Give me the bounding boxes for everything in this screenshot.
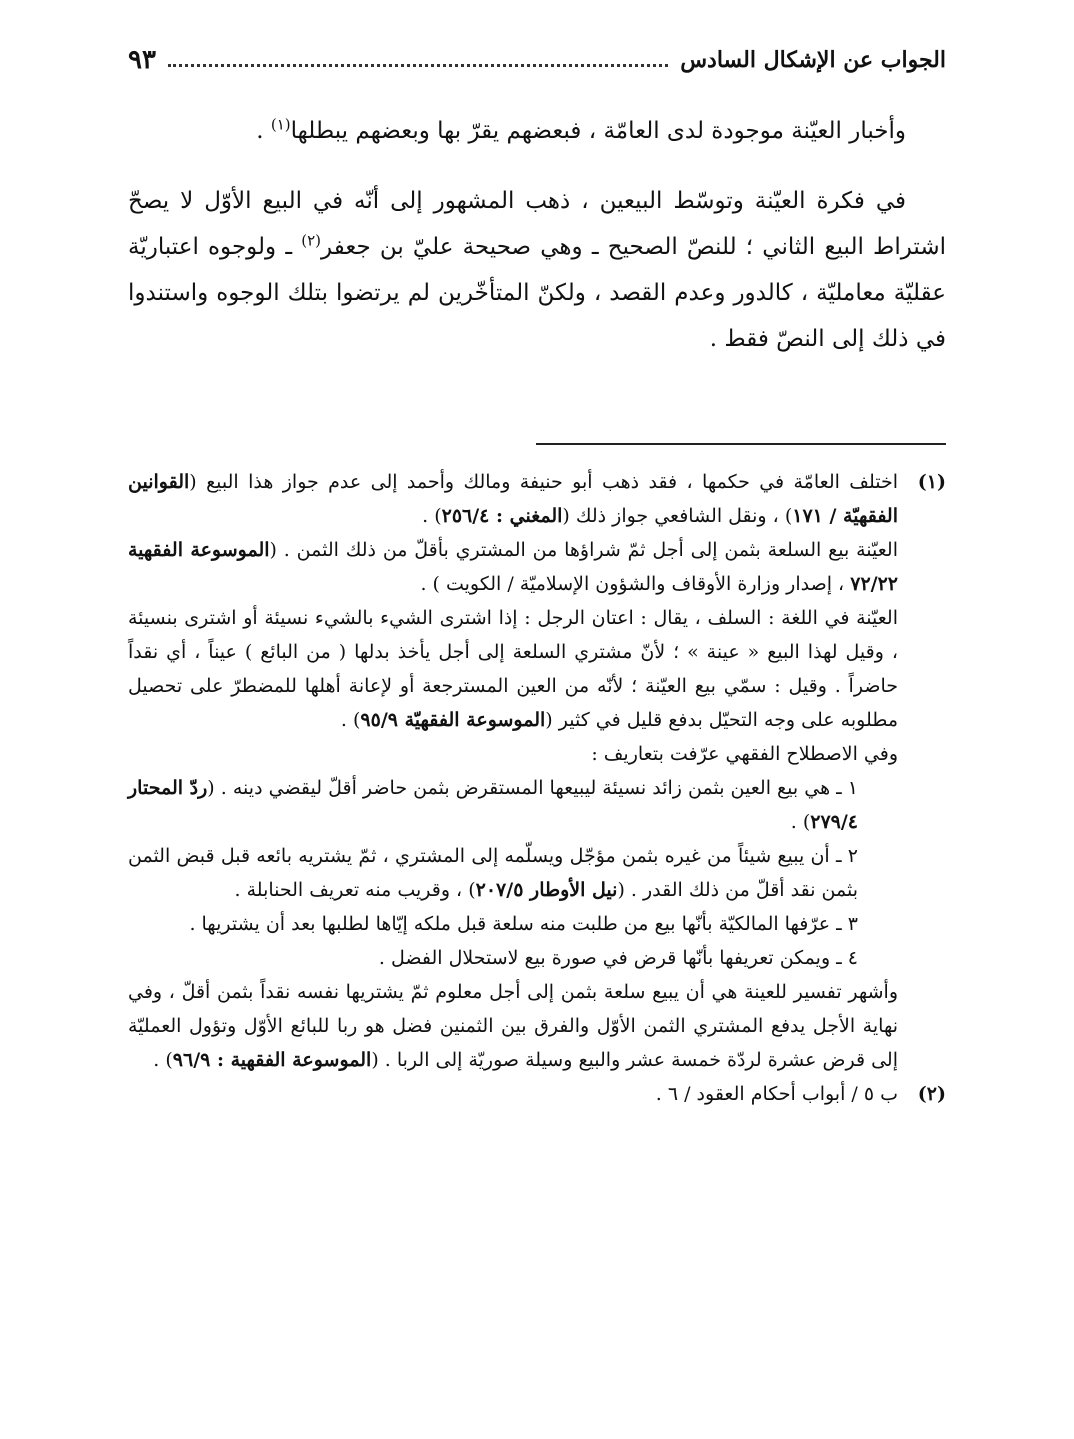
- main-text: [128, 108, 946, 362]
- fn1-a-end: ) .: [422, 505, 442, 527]
- fn1-citation-3: الموسوعة الفقهية ٧٢/٢٢: [128, 539, 898, 595]
- fn1-citation-4: الموسوعة الفقهيّة ٩٥/٩: [360, 709, 546, 731]
- footnote-1-definition-3: ٣ ـ عرّفها المالكيّة بأنّها بيع من طلبت منه سلعة قبل ملكه إيّاها لطلبها بعد أن يشتريها .: [189, 913, 858, 935]
- fn1-e-end: ) .: [790, 811, 811, 833]
- paragraph-1: [128, 108, 946, 154]
- header-dot-leader: [168, 64, 668, 67]
- footnote-2-text: ب ٥ / أبواب أحكام العقود / ٦ .: [655, 1083, 898, 1105]
- fn1-citation-2: المغني : ٢٥٦/٤: [441, 505, 563, 527]
- footnote-separator: [536, 443, 946, 445]
- page-header: [128, 38, 946, 82]
- footnote-ref-1[interactable]: (١): [270, 115, 291, 134]
- footnote-ref-2[interactable]: (٢): [301, 231, 322, 250]
- footnote-1-definition-1: [128, 771, 898, 839]
- footnote-1-line-b: [128, 533, 898, 601]
- paragraph-1-end: .: [256, 118, 264, 144]
- fn1-b-end: ، إصدار وزارة الأوقاف والشؤون الإسلاميّة / الكويت ) .: [420, 573, 845, 595]
- footnote-2: [128, 1077, 946, 1111]
- page-number: ٩٣: [128, 45, 156, 75]
- footnote-1-definition-2: [128, 839, 898, 907]
- footnote-1: [128, 465, 946, 1077]
- paragraph-2-text-b: ـ ولوجوه اعتباريّة عقليّة معامليّة ، كالدور وعدم القصد ، ولكنّ المتأخّرين لم يرتضوا بتلك الوجوه واستندوا في ذلك إلى النصّ فقط .: [128, 234, 946, 352]
- fn1-citation-1: القوانين الفقهيّة / ١٧١: [128, 471, 898, 527]
- fn1-a-mid: ) ، ونقل الشافعي جواز ذلك (: [562, 505, 793, 527]
- fn1-i-end: ) .: [153, 1049, 173, 1071]
- fn1-f-end: ) ، وقريب منه تعريف الحنابلة .: [234, 879, 476, 901]
- fn1-citation-7: الموسوعة الفقهية : ٩٦/٩: [172, 1049, 372, 1071]
- fn1-e-text: ١ ـ هي بيع العين بثمن زائد نسيئة ليبيعها المستقرض بثمن حاضر أقلّ ليقضي دينه . (: [207, 777, 859, 799]
- fn1-i-text: وأشهر تفسير للعينة هي أن يبيع سلعة بثمن إلى أجل معلوم ثمّ يشتريها نفسه نقداً بثمن أقلّ ، وفي نهاية الأجل يدفع المشتري الثمن الأوّل والفرق بين الثمنين فضل هو ربا للبائع الأوّل وتؤول العمليّة إلى قرض عشرة لردّة خمسة عشر والبيع وسيلة صوريّة إلى الربا . (: [128, 981, 898, 1071]
- footnote-1-line-i: [128, 975, 898, 1077]
- footnote-2-number: (٢): [917, 1083, 946, 1105]
- chapter-title: الجواب عن الإشكال السادس: [680, 47, 946, 73]
- paragraph-2: [128, 178, 946, 362]
- fn1-citation-6: نيل الأوطار ٢٠٧/٥: [475, 879, 618, 901]
- footnotes: [128, 465, 946, 1111]
- paragraph-1-text: وأخبار العيّنة موجودة لدى العامّة ، فبعضهم يقرّ بها وبعضهم يبطلها: [290, 118, 906, 144]
- footnote-1-line-d: وفي الاصطلاح الفقهي عرّفت بتعاريف :: [591, 743, 898, 765]
- footnote-1-line-a: [128, 465, 898, 533]
- footnote-1-number: (١): [917, 471, 946, 493]
- fn1-citation-5: ردّ المحتار ٢٧٩/٤: [128, 777, 858, 833]
- fn1-c-end: ) .: [340, 709, 361, 731]
- fn1-c-text: العيّنة في اللغة : السلف ، يقال : اعتان الرجل : إذا اشترى الشيء بالشيء نسيئة أو اشترى بنسيئة ، وقيل لهذا البيع « عينة » ؛ لأنّ مشتري السلعة إلى أجل يأخذ بدلها ( من البائع ) عيناً ، أي نقداً حاضراً . وقيل : سمّي بيع العيّنة ؛ لأنّه من العين المسترجعة أو لإعانة أهلها للمضطرّ على تحصيل مطلوبه على وجه التحيّل بدفع قليل في كثير (: [128, 607, 898, 731]
- fn1-b-text: العيّنة بيع السلعة بثمن إلى أجل ثمّ شراؤها من المشتري بأقلّ من ذلك الثمن . (: [269, 539, 898, 561]
- footnote-1-line-c: [128, 601, 898, 737]
- fn1-a-text: اختلف العامّة في حكمها ، فقد ذهب أبو حنيفة ومالك وأحمد إلى عدم جواز هذا البيع (: [189, 471, 898, 493]
- fn1-f-text: ٢ ـ أن يبيع شيئاً من غيره بثمن مؤجّل ويسلّمه إلى المشتري ، ثمّ يشتريه بائعه قبل قبض الثمن بثمن نقد أقلّ من ذلك القدر . (: [128, 845, 858, 901]
- footnote-1-definition-4: ٤ ـ ويمكن تعريفها بأنّها قرض في صورة بيع لاستحلال الفضل .: [378, 947, 858, 969]
- paragraph-2-text-a: في فكرة العيّنة وتوسّط البيعين ، ذهب المشهور إلى أنّه في البيع الأوّل لا يصحّ اشتراط البيع الثاني ؛ للنصّ الصحيح ـ وهي صحيحة عليّ بن جعفر: [128, 188, 946, 260]
